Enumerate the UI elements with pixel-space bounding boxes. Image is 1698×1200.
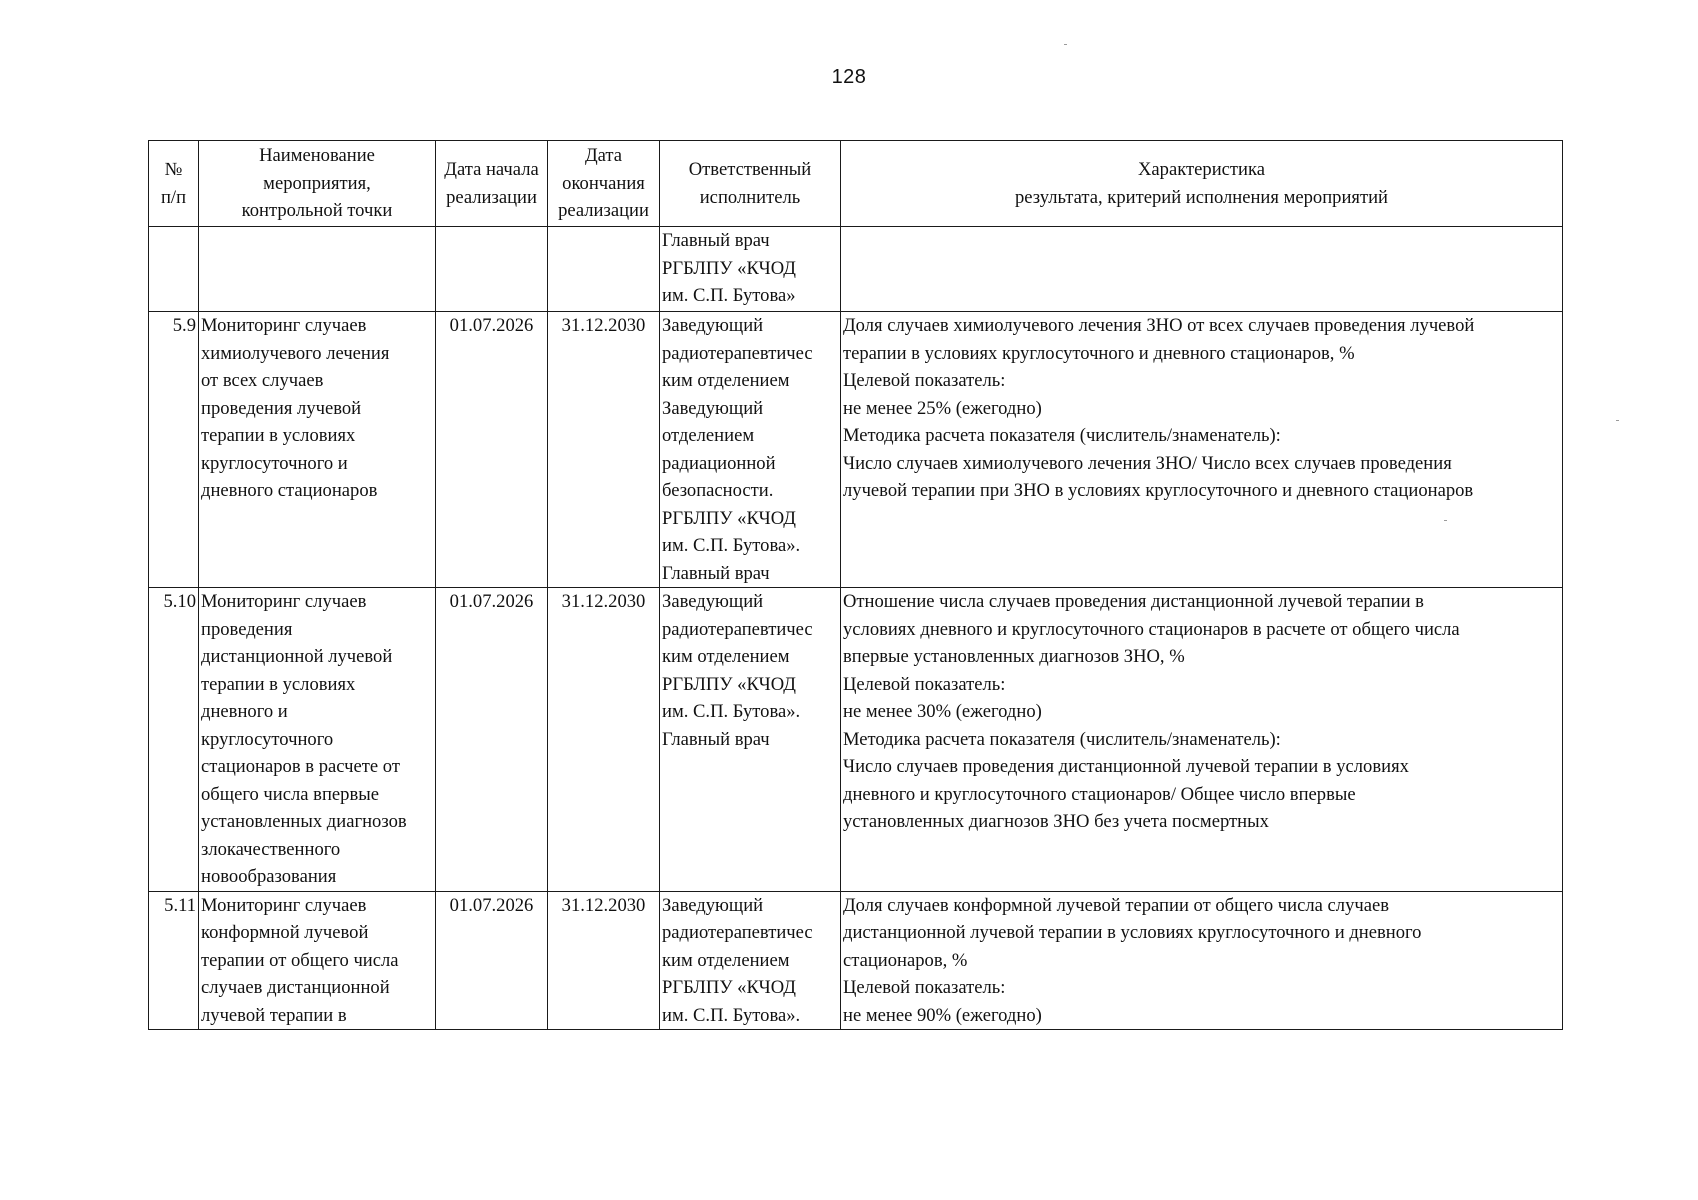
name-line: новообразования bbox=[201, 866, 337, 887]
row-name-cell bbox=[199, 227, 436, 312]
characteristic-line: Методика расчета показателя (числитель/знаменатель): bbox=[843, 728, 1281, 750]
header-end-line: окончания bbox=[562, 172, 645, 194]
row-num-cell: 5.9 bbox=[149, 312, 199, 588]
responsible-line: РГБЛПУ «КЧОД bbox=[662, 673, 796, 695]
row-characteristic-cell bbox=[841, 312, 1563, 588]
header-name-line: Наименование bbox=[259, 145, 375, 167]
name-line: круглосуточного bbox=[201, 728, 334, 750]
scan-speck bbox=[1444, 520, 1447, 521]
responsible-line: радиотерапевтичес bbox=[662, 618, 813, 640]
responsible-line: отделением bbox=[662, 425, 755, 446]
header-characteristic-line: Характеристика bbox=[1138, 159, 1265, 180]
row-characteristic-cell bbox=[841, 891, 1563, 1030]
characteristic-line: Целевой показатель: bbox=[843, 370, 1006, 391]
name-line: терапии в условиях bbox=[201, 425, 356, 446]
name-line: стационаров в расчете от bbox=[201, 756, 400, 777]
responsible-line: РГБЛПУ «КЧОД bbox=[662, 977, 796, 998]
name-line: дневного стационаров bbox=[201, 480, 378, 501]
name-line: терапии в условиях bbox=[201, 673, 356, 695]
name-line: проведения лучевой bbox=[201, 397, 362, 419]
page-number: 128 bbox=[831, 66, 867, 88]
characteristic-line: Число случаев химиолучевого лечения ЗНО/ Число всех случаев проведения bbox=[843, 452, 1452, 474]
characteristic-line: не менее 90% (ежегодно) bbox=[843, 1004, 1042, 1026]
responsible-line: Заведующий bbox=[662, 397, 764, 419]
header-num-line: п/п bbox=[160, 186, 187, 208]
header-end-date bbox=[548, 141, 660, 227]
characteristic-line: не менее 25% (ежегодно) bbox=[843, 397, 1042, 419]
name-line: установленных диагнозов bbox=[201, 811, 407, 832]
scan-speck bbox=[1064, 44, 1067, 45]
responsible-line: им. С.П. Бутова». bbox=[662, 1004, 801, 1026]
name-line: Мониторинг случаев bbox=[201, 894, 367, 916]
table-row bbox=[149, 312, 1563, 588]
row-name-cell bbox=[199, 312, 436, 588]
characteristic-line: впервые установленных диагнозов ЗНО, % bbox=[843, 646, 1185, 667]
row-responsible-cell bbox=[660, 312, 841, 588]
name-line: от всех случаев bbox=[201, 370, 324, 391]
name-line: лучевой терапии в bbox=[201, 1004, 347, 1026]
responsible-line: им. С.П. Бутова». bbox=[662, 701, 801, 722]
header-responsible bbox=[660, 141, 841, 227]
responsible-line: Заведующий bbox=[662, 591, 764, 612]
header-characteristic bbox=[841, 141, 1563, 227]
row-characteristic-cell bbox=[841, 227, 1563, 312]
characteristic-line: Доля случаев конформной лучевой терапии от общего числа случаев bbox=[843, 894, 1390, 916]
header-num bbox=[149, 141, 199, 227]
header-end-line: реализации bbox=[558, 200, 649, 222]
row-name-cell bbox=[199, 588, 436, 892]
responsible-line: радиационной bbox=[662, 452, 776, 474]
row-num-cell: 5.11 bbox=[149, 891, 199, 1030]
row-start-date-cell: 01.07.2026 bbox=[436, 312, 548, 588]
row-start-date-cell: 01.07.2026 bbox=[436, 588, 548, 892]
name-line: круглосуточного и bbox=[201, 452, 348, 474]
name-line: дистанционной лучевой bbox=[201, 646, 393, 667]
row-characteristic-cell bbox=[841, 588, 1563, 892]
characteristic-line: дневного и круглосуточного стационаров/ Общее число впервые bbox=[843, 783, 1356, 805]
row-start-date-cell: 01.07.2026 bbox=[436, 891, 548, 1030]
characteristic-line: установленных диагнозов ЗНО без учета посмертных bbox=[843, 811, 1269, 832]
characteristic-line: не менее 30% (ежегодно) bbox=[843, 701, 1042, 722]
header-start-line: Дата начала bbox=[444, 159, 539, 180]
responsible-line: им. С.П. Бутова» bbox=[662, 285, 796, 306]
table-row bbox=[149, 227, 1563, 312]
name-line: Мониторинг случаев bbox=[201, 315, 367, 336]
responsible-line: ким отделением bbox=[662, 646, 790, 667]
name-line: дневного и bbox=[201, 701, 288, 722]
responsible-line: ким отделением bbox=[662, 370, 790, 391]
responsible-line: РГБЛПУ «КЧОД bbox=[662, 507, 796, 529]
row-responsible-cell bbox=[660, 227, 841, 312]
characteristic-line: Число случаев проведения дистанционной лучевой терапии в условиях bbox=[843, 756, 1409, 777]
responsible-line: Главный врач bbox=[662, 230, 770, 251]
header-responsible-line: исполнитель bbox=[699, 186, 801, 208]
row-responsible-cell bbox=[660, 588, 841, 892]
header-start-line: реализации bbox=[446, 186, 537, 208]
row-num-cell: 5.10 bbox=[149, 588, 199, 892]
responsible-line: ким отделением bbox=[662, 949, 790, 971]
name-line: конформной лучевой bbox=[201, 922, 369, 943]
responsible-line: радиотерапевтичес bbox=[662, 922, 813, 943]
characteristic-line: Доля случаев химиолучевого лечения ЗНО от всех случаев проведения лучевой bbox=[843, 315, 1475, 336]
responsible-line: радиотерапевтичес bbox=[662, 342, 813, 364]
header-start-date bbox=[436, 141, 548, 227]
row-start-date-cell bbox=[436, 227, 548, 312]
responsible-line: им. С.П. Бутова». bbox=[662, 535, 801, 556]
header-responsible-line: Ответственный bbox=[688, 159, 812, 180]
characteristic-line: терапии в условиях круглосуточного и дневного стационаров, % bbox=[843, 342, 1355, 364]
header-name-line: контрольной точки bbox=[241, 200, 393, 222]
header-end-line: Дата bbox=[584, 145, 623, 167]
header-num-line: № bbox=[164, 159, 183, 180]
name-line: случаев дистанционной bbox=[201, 977, 390, 998]
header-name-line: мероприятия, bbox=[263, 172, 371, 194]
activities-table bbox=[148, 140, 1563, 1030]
row-responsible-cell bbox=[660, 891, 841, 1030]
characteristic-line: Целевой показатель: bbox=[843, 673, 1006, 695]
responsible-line: Заведующий bbox=[662, 315, 764, 336]
scan-speck bbox=[1616, 420, 1619, 421]
row-end-date-cell: 31.12.2030 bbox=[548, 891, 660, 1030]
name-line: проведения bbox=[201, 618, 293, 640]
characteristic-line: Отношение числа случаев проведения дистанционной лучевой терапии в bbox=[843, 591, 1424, 612]
name-line: Мониторинг случаев bbox=[201, 591, 367, 612]
responsible-line: безопасности. bbox=[662, 480, 774, 501]
characteristic-line: условиях дневного и круглосуточного стационаров в расчете от общего числа bbox=[843, 618, 1460, 640]
name-line: злокачественного bbox=[201, 838, 341, 860]
table-row bbox=[149, 588, 1563, 892]
row-num-cell bbox=[149, 227, 199, 312]
row-end-date-cell: 31.12.2030 bbox=[548, 312, 660, 588]
responsible-line: Заведующий bbox=[662, 894, 764, 916]
table-row bbox=[149, 891, 1563, 1030]
responsible-line: РГБЛПУ «КЧОД bbox=[662, 257, 796, 279]
row-end-date-cell bbox=[548, 227, 660, 312]
header-name bbox=[199, 141, 436, 227]
characteristic-line: лучевой терапии при ЗНО в условиях круглосуточного и дневного стационаров bbox=[843, 480, 1474, 501]
name-line: общего числа впервые bbox=[201, 783, 379, 805]
row-name-cell bbox=[199, 891, 436, 1030]
characteristic-line: Целевой показатель: bbox=[843, 977, 1006, 998]
name-line: терапии от общего числа bbox=[201, 949, 399, 971]
name-line: химиолучевого лечения bbox=[201, 342, 390, 364]
characteristic-line: стационаров, % bbox=[843, 949, 968, 971]
characteristic-line: Методика расчета показателя (числитель/знаменатель): bbox=[843, 425, 1281, 446]
responsible-line: Главный врач bbox=[662, 562, 770, 584]
table-header-row bbox=[149, 141, 1563, 227]
characteristic-line: дистанционной лучевой терапии в условиях круглосуточного и дневного bbox=[843, 922, 1422, 943]
responsible-line: Главный врач bbox=[662, 728, 770, 750]
header-characteristic-line: результата, критерий исполнения мероприятий bbox=[1015, 186, 1388, 208]
row-end-date-cell: 31.12.2030 bbox=[548, 588, 660, 892]
